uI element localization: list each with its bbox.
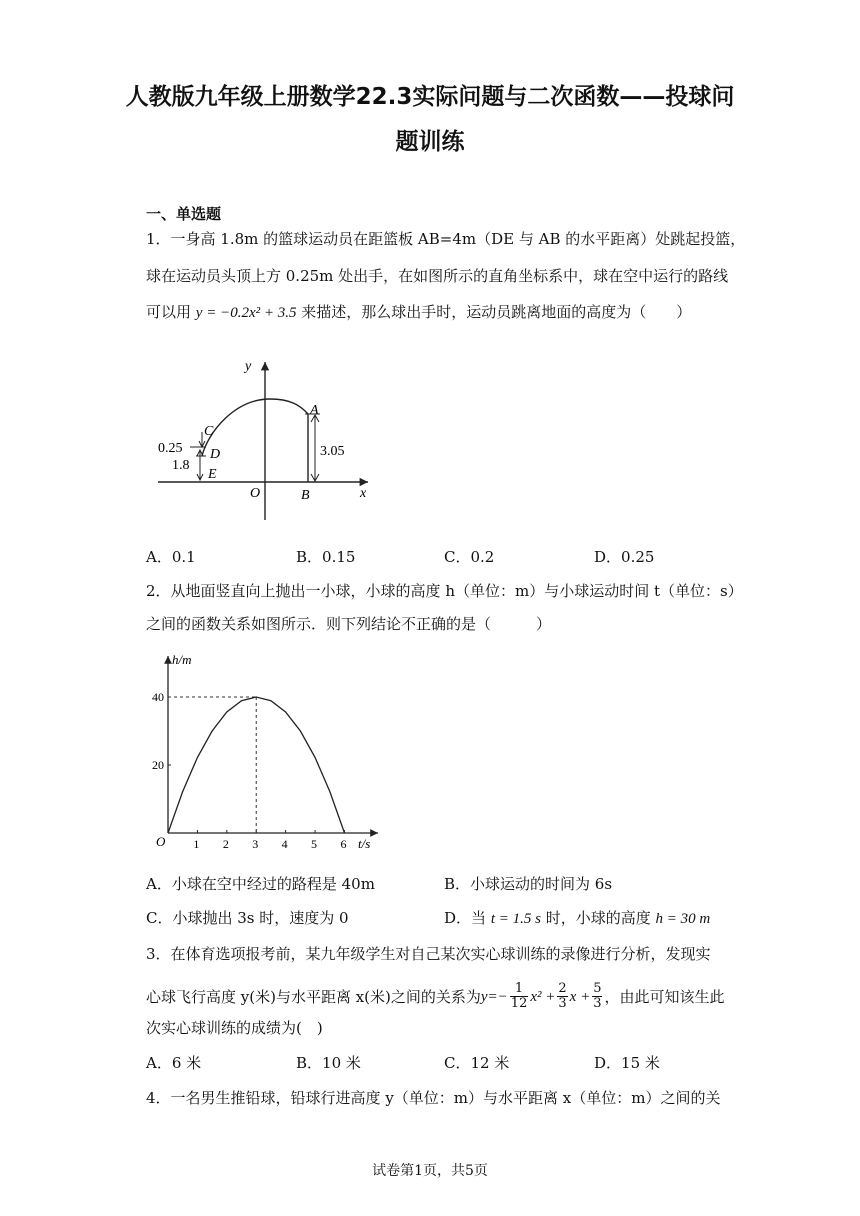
q3-line3: 次实心球训练的成绩为( ) bbox=[146, 1019, 323, 1037]
q1-line1: 1．一身高 1.8m 的篮球运动员在距篮板 AB=4m（DE 与 AB 的水平距离）处跳起投篮， bbox=[146, 230, 746, 248]
q2-option-d[interactable] bbox=[444, 909, 710, 928]
q1-line2: 球在运动员头顶上方 0.25m 处出手，在如图所示的直角坐标系中，球在空中运行的路线 bbox=[146, 267, 729, 285]
q2-xlabel: t/s bbox=[358, 836, 371, 851]
q4-line1: 4．一名男生推铅球，铅球行进高度 y（单位：m）与水平距离 x（单位：m）之间的关 bbox=[146, 1089, 721, 1107]
q1-option-c[interactable]: C．0.2 bbox=[444, 548, 495, 566]
q2-x-tick-label: 2 bbox=[222, 837, 229, 851]
q3-line2 bbox=[146, 982, 724, 1011]
page-title-line2: 题训练 bbox=[395, 129, 465, 155]
q2-x-tick-label: 4 bbox=[281, 837, 288, 851]
q3-term-2: x + bbox=[569, 988, 591, 1005]
q1-option-d[interactable]: D．0.25 bbox=[594, 548, 655, 566]
q2-option-c[interactable]: C．小球抛出 3s 时，速度为 0 bbox=[146, 909, 349, 927]
q1-value-305: 3.05 bbox=[320, 444, 345, 459]
q1-figure bbox=[150, 352, 380, 527]
q2-option-d-math2: h = 30 m bbox=[655, 911, 711, 927]
q2-option-a[interactable]: A．小球在空中经过的路程是 40m bbox=[146, 875, 375, 893]
q3-term-1: x² + bbox=[530, 988, 556, 1005]
q3-option-b[interactable]: B．10 米 bbox=[296, 1054, 361, 1072]
q2-x-tick-label: 3 bbox=[252, 837, 259, 851]
page-footer: 试卷第1页，共5页 bbox=[372, 1163, 488, 1179]
q3-f3-den: 3 bbox=[593, 996, 602, 1011]
q1-label-b: B bbox=[301, 488, 310, 503]
q3-option-d[interactable]: D．15 米 bbox=[594, 1054, 660, 1072]
q3-fraction-3 bbox=[592, 982, 602, 1011]
q3-f1-num: 1 bbox=[514, 981, 524, 996]
q1-label-y: y bbox=[245, 359, 252, 374]
q2-y-tick-label: 20 bbox=[152, 758, 164, 772]
q3-option-a[interactable]: A．6 米 bbox=[146, 1054, 202, 1072]
q3-line2-pre: 心球飞行高度 y(米)与水平距离 x(米)之间的关系为 bbox=[146, 987, 481, 1006]
q3-line2-post: ，由此可知该生此 bbox=[604, 987, 725, 1006]
q3-f2-den: 3 bbox=[558, 996, 567, 1011]
q1-label-x: x bbox=[360, 486, 367, 501]
q2-ylabel: h/m bbox=[172, 652, 192, 667]
q3-line1: 3．在体育选项报考前，某九年级学生对自己某次实心球训练的录像进行分析，发现实 bbox=[146, 945, 711, 963]
q1-option-a[interactable]: A．0.1 bbox=[146, 548, 196, 566]
q2-option-d-math1: t = 1.5 s bbox=[490, 911, 541, 927]
q2-line2: 之间的函数关系如图所示．则下列结论不正确的是（ ） bbox=[146, 615, 552, 633]
q2-option-b[interactable]: B．小球运动的时间为 6s bbox=[444, 875, 613, 893]
q3-f1-den: 12 bbox=[510, 996, 528, 1011]
q2-x-tick-label: 6 bbox=[340, 837, 347, 851]
q3-fraction-1 bbox=[510, 982, 529, 1011]
q2-option-d-mid: 时，小球的高度 bbox=[545, 909, 651, 927]
q1-value-18: 1.8 bbox=[172, 458, 190, 473]
q1-option-b[interactable]: B．0.15 bbox=[296, 548, 356, 566]
q3-option-c[interactable]: C．12 米 bbox=[444, 1054, 510, 1072]
q3-f2-num: 2 bbox=[558, 981, 567, 996]
q3-eq-y: y=− bbox=[480, 988, 508, 1005]
q1-line3-post: 来描述，那么球出手时，运动员跳离地面的高度为（ ） bbox=[301, 303, 692, 321]
q2-x-tick-label: 5 bbox=[311, 837, 318, 851]
q1-label-c: C bbox=[204, 424, 214, 439]
q2-x-tick-label: 1 bbox=[193, 837, 200, 851]
q1-label-o: O bbox=[250, 486, 261, 501]
q2-option-d-pre: D．当 bbox=[444, 909, 487, 927]
q1-value-025: 0.25 bbox=[158, 441, 183, 456]
q1-line3-pre: 可以用 bbox=[146, 303, 192, 321]
q2-origin-label: O bbox=[156, 834, 166, 849]
q3-f3-num: 5 bbox=[593, 981, 602, 996]
q2-y-tick-label: 40 bbox=[152, 690, 164, 704]
page-title-line1: 人教版九年级上册数学22.3实际问题与二次函数——投球问 bbox=[125, 84, 735, 110]
q2-chart bbox=[148, 650, 388, 855]
q1-line3 bbox=[146, 303, 691, 322]
q1-label-a: A bbox=[310, 403, 319, 418]
q1-label-d: D bbox=[210, 447, 221, 462]
q1-equation: y = −0.2x² + 3.5 bbox=[195, 305, 297, 321]
section-heading: 一、单选题 bbox=[146, 205, 222, 223]
q1-label-e: E bbox=[208, 467, 217, 482]
q2-line1: 2．从地面竖直向上抛出一小球，小球的高度 h（单位：m）与小球运动时间 t（单位：s） bbox=[146, 582, 743, 600]
q3-fraction-2 bbox=[557, 982, 567, 1011]
